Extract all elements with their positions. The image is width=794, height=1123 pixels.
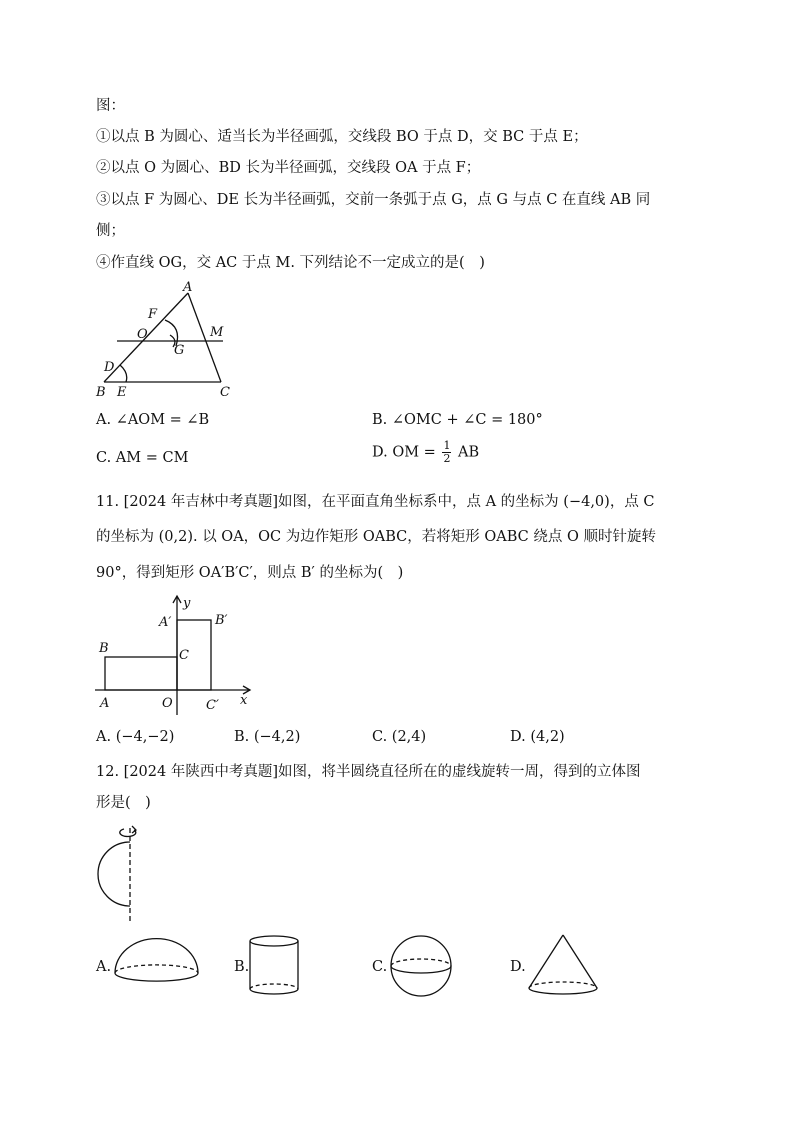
problem11-option-a[interactable]: A. (−4,−2): [96, 729, 175, 745]
problem10-option-c[interactable]: C. AM = CM: [96, 450, 189, 466]
hemisphere-icon[interactable]: [112, 935, 202, 993]
cone-icon[interactable]: [527, 932, 599, 998]
label-b: B: [96, 385, 106, 400]
problem12-line1: 12. [2024 年陕西中考真题]如图，将半圆绕直径所在的虚线旋转一周，得到的立体图: [96, 764, 641, 780]
label-x: x: [240, 693, 248, 708]
problem12-option-d[interactable]: D.: [510, 959, 526, 975]
label-f: F: [148, 307, 158, 322]
label-b: B: [99, 641, 109, 656]
label-y: y: [183, 596, 191, 611]
problem10-step3: ③以点 F 为圆心、DE 长为半径画弧，交前一条弧于点 G，点 G 与点 C 在直线 AB 同: [96, 192, 651, 208]
arc-de: [120, 365, 127, 382]
rectangle-oabc: [105, 657, 177, 690]
problem12-option-c[interactable]: C.: [372, 959, 388, 975]
label-o: O: [162, 696, 173, 711]
option-d-prefix: D. OM =: [372, 444, 436, 461]
problem10-step3-cont: 侧；: [96, 223, 125, 239]
problem10-step2: ②以点 O 为圆心、BD 长为半径画弧，交线段 OA 于点 F；: [96, 160, 481, 176]
fraction-numerator: 1: [443, 439, 451, 452]
label-m: M: [210, 325, 224, 340]
problem11-line2: 的坐标为 (0,2). 以 OA，OC 为边作矩形 OABC，若将矩形 OABC 绕点 O 顺时针旋转: [96, 529, 656, 545]
label-o: O: [137, 327, 148, 342]
problem11-option-d[interactable]: D. (4,2): [510, 729, 565, 745]
cylinder-icon[interactable]: [247, 933, 303, 997]
label-d: D: [104, 360, 115, 375]
problem11-option-c[interactable]: C. (2,4): [372, 729, 427, 745]
label-c-prime: C′: [206, 698, 219, 713]
label-c: C: [220, 385, 230, 400]
coordinate-rectangle-figure: [90, 593, 260, 715]
label-g: G: [174, 343, 185, 358]
label-a-prime: A′: [159, 615, 172, 630]
semicircle-rotation-figure: [92, 824, 152, 924]
option-d-suffix: AB: [458, 444, 480, 461]
problem11-option-b[interactable]: B. (−4,2): [234, 729, 301, 745]
fraction-denominator: 2: [443, 452, 451, 465]
problem10-option-a[interactable]: A. ∠AOM = ∠B: [96, 412, 210, 428]
problem10-step4: ④作直线 OG，交 AC 于点 M. 下列结论不一定成立的是( ): [96, 255, 485, 271]
semicircle-arc: [98, 842, 130, 906]
fraction-one-half: [442, 440, 451, 465]
problem10-step1: ①以点 B 为圆心、适当长为半径画弧，交线段 BO 于点 D，交 BC 于点 E；: [96, 129, 588, 145]
label-b-prime: B′: [215, 613, 228, 628]
problem10-option-d[interactable]: [372, 440, 479, 465]
problem10-option-b[interactable]: B. ∠OMC + ∠C = 180°: [372, 412, 543, 428]
label-a: A: [100, 696, 110, 711]
problem12-option-b[interactable]: B.: [234, 959, 250, 975]
sphere-icon[interactable]: [388, 934, 454, 998]
problem12-line2: 形是( ): [96, 795, 151, 811]
label-e: E: [117, 385, 127, 400]
triangle-construction-figure: [90, 280, 240, 405]
problem11-line1: 11. [2024 年吉林中考真题]如图，在平面直角坐标系中，点 A 的坐标为 (−4,0)，点 C: [96, 494, 655, 510]
problem12-option-a[interactable]: A.: [96, 959, 112, 975]
label-c: C: [179, 648, 189, 663]
problem10-continuation: 图：: [96, 98, 125, 114]
problem11-line3: 90°，得到矩形 OA′B′C′，则点 B′ 的坐标为( ): [96, 565, 404, 581]
label-a: A: [183, 280, 193, 295]
